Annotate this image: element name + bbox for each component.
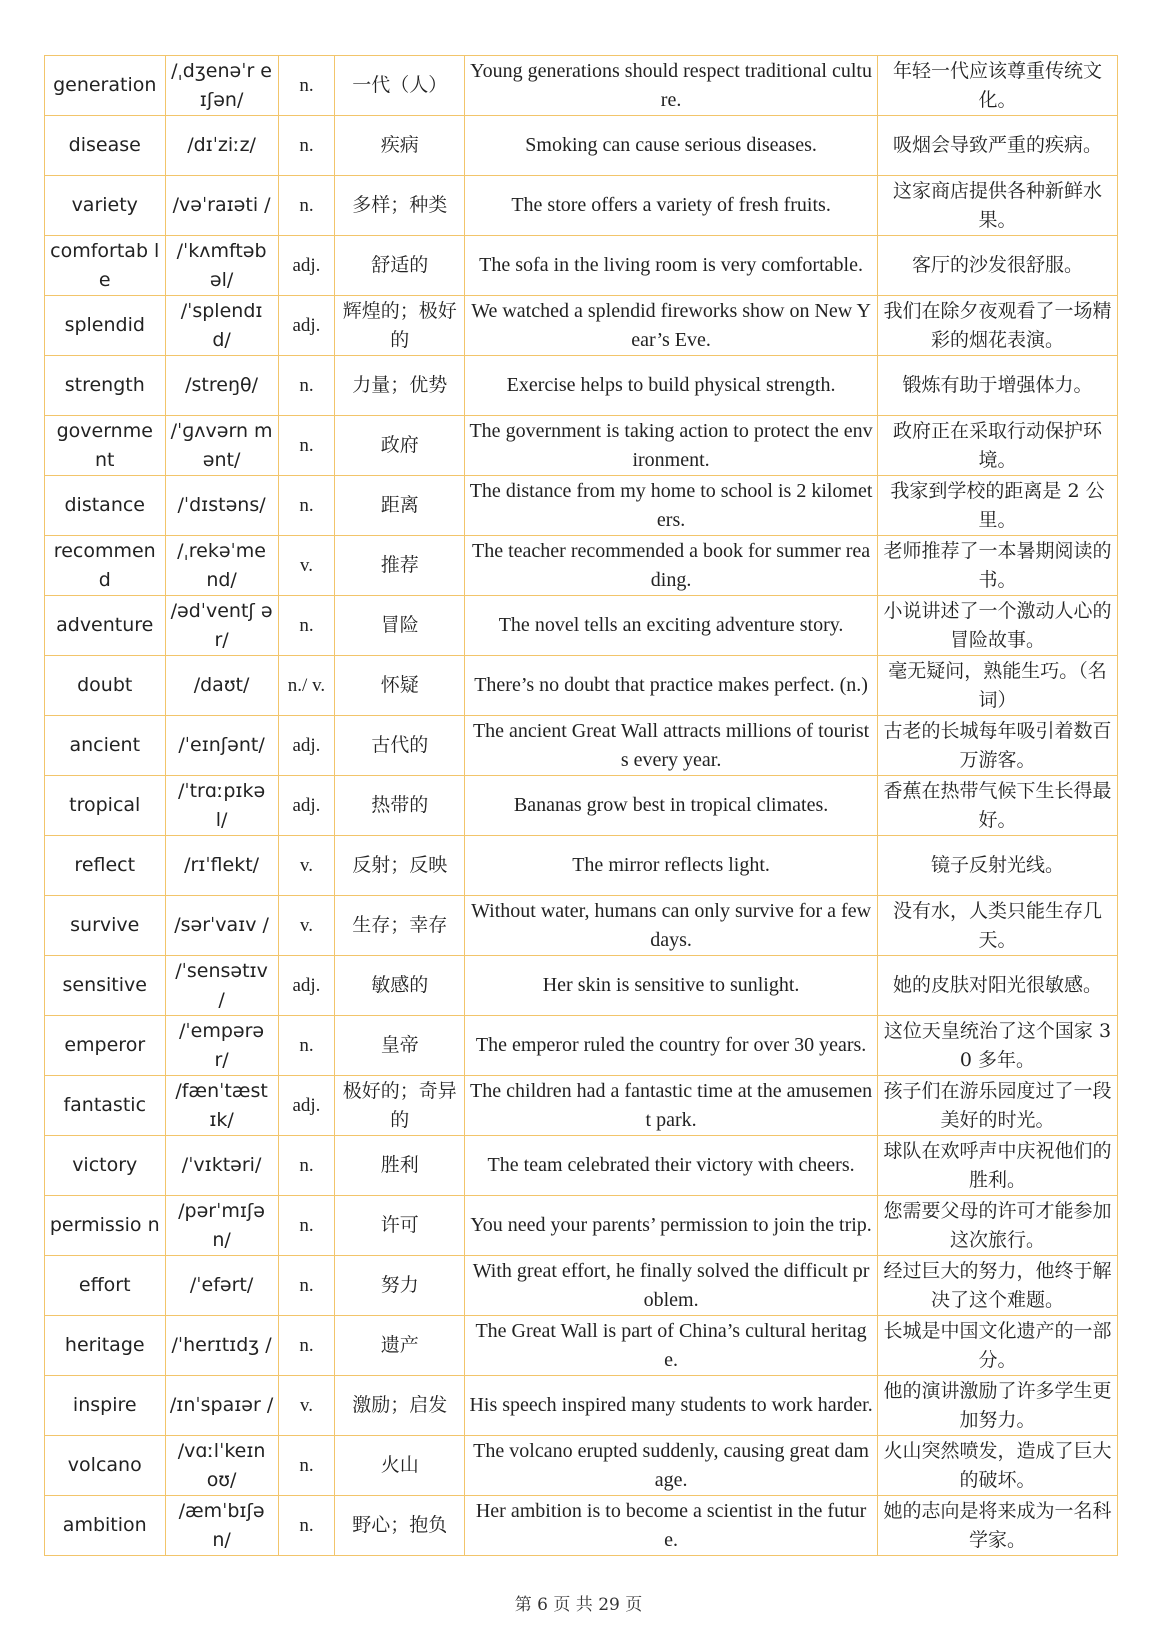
sentence-translation: 他的演讲激励了许多学生更加努力。: [878, 1376, 1118, 1436]
chinese-meaning: 火山: [335, 1436, 465, 1496]
table-row: [45, 536, 1118, 596]
part-of-speech: v.: [278, 836, 335, 896]
sentence-translation: 没有水，人类只能生存几天。: [878, 896, 1118, 956]
phonetic: /vəˈraɪəti /: [165, 176, 278, 236]
table-row: [45, 1376, 1118, 1436]
phonetic: /ˈɡʌvərn mənt/: [165, 416, 278, 476]
chinese-meaning: 多样；种类: [335, 176, 465, 236]
example-sentence: With great effort, he finally solved the difficult problem.: [465, 1256, 878, 1316]
table-row: [45, 1316, 1118, 1376]
example-sentence: The sofa in the living room is very comfortable.: [465, 236, 878, 296]
vocab-word: recommen d: [45, 536, 166, 596]
part-of-speech: adj.: [278, 296, 335, 356]
vocab-word: distance: [45, 476, 166, 536]
table-row: [45, 836, 1118, 896]
phonetic: /ˈkʌmftəb əl/: [165, 236, 278, 296]
vocab-word: effort: [45, 1256, 166, 1316]
example-sentence: Exercise helps to build physical strength.: [465, 356, 878, 416]
part-of-speech: n.: [278, 1196, 335, 1256]
phonetic: /ˌrekəˈme nd/: [165, 536, 278, 596]
table-row: [45, 1016, 1118, 1076]
table-row: [45, 1256, 1118, 1316]
table-row: [45, 56, 1118, 116]
table-row: [45, 356, 1118, 416]
chinese-meaning: 许可: [335, 1196, 465, 1256]
vocab-word: emperor: [45, 1016, 166, 1076]
example-sentence: His speech inspired many students to work harder.: [465, 1376, 878, 1436]
table-row: [45, 896, 1118, 956]
part-of-speech: n.: [278, 596, 335, 656]
table-row: [45, 1136, 1118, 1196]
phonetic: /daʊt/: [165, 656, 278, 716]
example-sentence: The ancient Great Wall attracts millions of tourists every year.: [465, 716, 878, 776]
vocab-word: adventure: [45, 596, 166, 656]
part-of-speech: v.: [278, 536, 335, 596]
sentence-translation: 孩子们在游乐园度过了一段美好的时光。: [878, 1076, 1118, 1136]
chinese-meaning: 古代的: [335, 716, 465, 776]
sentence-translation: 这家商店提供各种新鲜水果。: [878, 176, 1118, 236]
phonetic: /vɑːlˈkeɪn oʊ/: [165, 1436, 278, 1496]
example-sentence: Her ambition is to become a scientist in the future.: [465, 1496, 878, 1556]
page-footer: 第 6 页 共 29 页: [514, 1595, 643, 1615]
table-row: [45, 116, 1118, 176]
part-of-speech: n.: [278, 1436, 335, 1496]
example-sentence: The children had a fantastic time at the amusement park.: [465, 1076, 878, 1136]
sentence-translation: 我们在除夕夜观看了一场精彩的烟花表演。: [878, 296, 1118, 356]
sentence-translation: 火山突然喷发，造成了巨大的破坏。: [878, 1436, 1118, 1496]
vocab-word: splendid: [45, 296, 166, 356]
vocab-word: volcano: [45, 1436, 166, 1496]
vocab-word: doubt: [45, 656, 166, 716]
part-of-speech: adj.: [278, 716, 335, 776]
phonetic: /fænˈtæst ɪk/: [165, 1076, 278, 1136]
table-row: [45, 1496, 1118, 1556]
example-sentence: The government is taking action to protect the environment.: [465, 416, 878, 476]
phonetic: /ˈsplendɪ d/: [165, 296, 278, 356]
phonetic: /pərˈmɪʃə n/: [165, 1196, 278, 1256]
sentence-translation: 您需要父母的许可才能参加这次旅行。: [878, 1196, 1118, 1256]
chinese-meaning: 辉煌的；极好的: [335, 296, 465, 356]
table-row: [45, 296, 1118, 356]
sentence-translation: 镜子反射光线。: [878, 836, 1118, 896]
part-of-speech: adj.: [278, 776, 335, 836]
sentence-translation: 客厅的沙发很舒服。: [878, 236, 1118, 296]
vocab-word: ambition: [45, 1496, 166, 1556]
part-of-speech: adj.: [278, 236, 335, 296]
vocab-word: sensitive: [45, 956, 166, 1016]
part-of-speech: n./ v.: [278, 656, 335, 716]
part-of-speech: v.: [278, 1376, 335, 1436]
example-sentence: Smoking can cause serious diseases.: [465, 116, 878, 176]
example-sentence: The mirror reflects light.: [465, 836, 878, 896]
part-of-speech: n.: [278, 1316, 335, 1376]
vocab-word: governme nt: [45, 416, 166, 476]
table-row: [45, 596, 1118, 656]
phonetic: /ˈsensətɪv /: [165, 956, 278, 1016]
part-of-speech: n.: [278, 56, 335, 116]
vocab-word: disease: [45, 116, 166, 176]
part-of-speech: adj.: [278, 1076, 335, 1136]
chinese-meaning: 怀疑: [335, 656, 465, 716]
sentence-translation: 我家到学校的距离是 2 公里。: [878, 476, 1118, 536]
sentence-translation: 锻炼有助于增强体力。: [878, 356, 1118, 416]
chinese-meaning: 皇帝: [335, 1016, 465, 1076]
sentence-translation: 香蕉在热带气候下生长得最好。: [878, 776, 1118, 836]
vocab-word: variety: [45, 176, 166, 236]
table-row: [45, 656, 1118, 716]
chinese-meaning: 力量；优势: [335, 356, 465, 416]
sentence-translation: 她的志向是将来成为一名科学家。: [878, 1496, 1118, 1556]
example-sentence: Her skin is sensitive to sunlight.: [465, 956, 878, 1016]
vocab-word: reflect: [45, 836, 166, 896]
phonetic: /ɪnˈspaɪər /: [165, 1376, 278, 1436]
sentence-translation: 老师推荐了一本暑期阅读的书。: [878, 536, 1118, 596]
sentence-translation: 这位天皇统治了这个国家 30 多年。: [878, 1016, 1118, 1076]
chinese-meaning: 努力: [335, 1256, 465, 1316]
sentence-translation: 古老的长城每年吸引着数百万游客。: [878, 716, 1118, 776]
example-sentence: The novel tells an exciting adventure story.: [465, 596, 878, 656]
chinese-meaning: 一代（人）: [335, 56, 465, 116]
phonetic: /ˌdʒenəˈr eɪʃən/: [165, 56, 278, 116]
table-row: [45, 476, 1118, 536]
chinese-meaning: 激励；启发: [335, 1376, 465, 1436]
vocab-word: permissio n: [45, 1196, 166, 1256]
table-row: [45, 236, 1118, 296]
chinese-meaning: 冒险: [335, 596, 465, 656]
chinese-meaning: 极好的；奇异的: [335, 1076, 465, 1136]
part-of-speech: n.: [278, 416, 335, 476]
vocab-word: heritage: [45, 1316, 166, 1376]
chinese-meaning: 敏感的: [335, 956, 465, 1016]
example-sentence: Bananas grow best in tropical climates.: [465, 776, 878, 836]
sentence-translation: 政府正在采取行动保护环境。: [878, 416, 1118, 476]
table-row: [45, 1076, 1118, 1136]
sentence-translation: 经过巨大的努力，他终于解决了这个难题。: [878, 1256, 1118, 1316]
part-of-speech: n.: [278, 176, 335, 236]
part-of-speech: n.: [278, 1016, 335, 1076]
phonetic: /ˈherɪtɪdʒ /: [165, 1316, 278, 1376]
sentence-translation: 球队在欢呼声中庆祝他们的胜利。: [878, 1136, 1118, 1196]
chinese-meaning: 反射；反映: [335, 836, 465, 896]
chinese-meaning: 舒适的: [335, 236, 465, 296]
vocab-word: ancient: [45, 716, 166, 776]
phonetic: /ˈeɪnʃənt/: [165, 716, 278, 776]
example-sentence: The distance from my home to school is 2 kilometers.: [465, 476, 878, 536]
example-sentence: Young generations should respect traditional culture.: [465, 56, 878, 116]
sentence-translation: 毫无疑问，熟能生巧。（名词）: [878, 656, 1118, 716]
table-row: [45, 1436, 1118, 1496]
phonetic: /rɪˈflekt/: [165, 836, 278, 896]
vocab-word: victory: [45, 1136, 166, 1196]
vocab-word: tropical: [45, 776, 166, 836]
example-sentence: The volcano erupted suddenly, causing great damage.: [465, 1436, 878, 1496]
example-sentence: The team celebrated their victory with cheers.: [465, 1136, 878, 1196]
phonetic: /dɪˈziːz/: [165, 116, 278, 176]
vocab-word: fantastic: [45, 1076, 166, 1136]
phonetic: /streŋθ/: [165, 356, 278, 416]
part-of-speech: n.: [278, 356, 335, 416]
vocab-word: generation: [45, 56, 166, 116]
sentence-translation: 吸烟会导致严重的疾病。: [878, 116, 1118, 176]
chinese-meaning: 政府: [335, 416, 465, 476]
example-sentence: The Great Wall is part of China’s cultural heritage.: [465, 1316, 878, 1376]
example-sentence: We watched a splendid fireworks show on New Year’s Eve.: [465, 296, 878, 356]
chinese-meaning: 野心；抱负: [335, 1496, 465, 1556]
example-sentence: The emperor ruled the country for over 30 years.: [465, 1016, 878, 1076]
part-of-speech: n.: [278, 116, 335, 176]
chinese-meaning: 热带的: [335, 776, 465, 836]
vocabulary-table-body: [45, 56, 1118, 1556]
chinese-meaning: 疾病: [335, 116, 465, 176]
table-row: [45, 176, 1118, 236]
part-of-speech: n.: [278, 1256, 335, 1316]
vocab-word: survive: [45, 896, 166, 956]
table-row: [45, 416, 1118, 476]
part-of-speech: n.: [278, 1136, 335, 1196]
table-row: [45, 1196, 1118, 1256]
vocab-word: comfortab le: [45, 236, 166, 296]
chinese-meaning: 遗产: [335, 1316, 465, 1376]
sentence-translation: 她的皮肤对阳光很敏感。: [878, 956, 1118, 1016]
sentence-translation: 长城是中国文化遗产的一部分。: [878, 1316, 1118, 1376]
vocab-word: strength: [45, 356, 166, 416]
phonetic: /sərˈvaɪv /: [165, 896, 278, 956]
phonetic: /æmˈbɪʃə n/: [165, 1496, 278, 1556]
chinese-meaning: 推荐: [335, 536, 465, 596]
chinese-meaning: 距离: [335, 476, 465, 536]
vocabulary-table: [44, 55, 1118, 1556]
phonetic: /ˈdɪstəns/: [165, 476, 278, 536]
table-row: [45, 776, 1118, 836]
example-sentence: The teacher recommended a book for summer reading.: [465, 536, 878, 596]
table-row: [45, 716, 1118, 776]
sentence-translation: 小说讲述了一个激动人心的冒险故事。: [878, 596, 1118, 656]
phonetic: /ədˈventʃ ər/: [165, 596, 278, 656]
example-sentence: The store offers a variety of fresh fruits.: [465, 176, 878, 236]
part-of-speech: v.: [278, 896, 335, 956]
part-of-speech: n.: [278, 476, 335, 536]
vocab-word: inspire: [45, 1376, 166, 1436]
table-row: [45, 956, 1118, 1016]
chinese-meaning: 胜利: [335, 1136, 465, 1196]
example-sentence: There’s no doubt that practice makes perfect. (n.): [465, 656, 878, 716]
phonetic: /ˈempərə r/: [165, 1016, 278, 1076]
chinese-meaning: 生存；幸存: [335, 896, 465, 956]
example-sentence: You need your parents’ permission to join the trip.: [465, 1196, 878, 1256]
example-sentence: Without water, humans can only survive for a few days.: [465, 896, 878, 956]
phonetic: /ˈefərt/: [165, 1256, 278, 1316]
phonetic: /ˈtrɑːpɪkə l/: [165, 776, 278, 836]
sentence-translation: 年轻一代应该尊重传统文化。: [878, 56, 1118, 116]
part-of-speech: n.: [278, 1496, 335, 1556]
part-of-speech: adj.: [278, 956, 335, 1016]
phonetic: /ˈvɪktəri/: [165, 1136, 278, 1196]
